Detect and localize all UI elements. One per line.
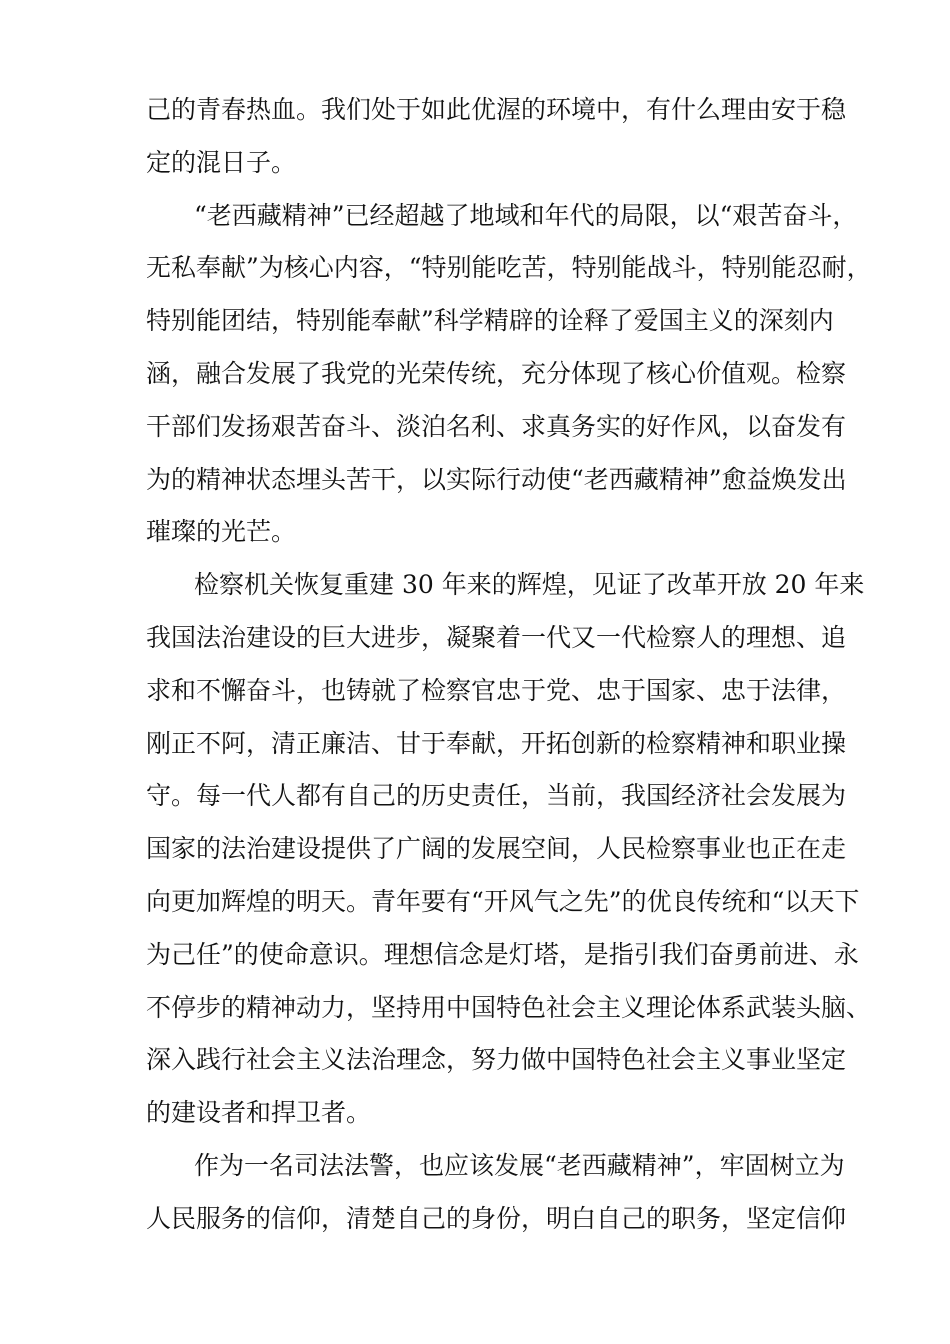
text-line: 定的混日子。	[146, 147, 297, 177]
text-line: 为的精神状态埋头苦干，以实际行动使“老西藏精神”愈益焕发出	[146, 464, 847, 494]
text-line: 涵，融合发展了我党的光荣传统，充分体现了核心价值观。检察	[146, 358, 847, 388]
text-line: 不停步的精神动力，坚持用中国特色社会主义理论体系武装头脑、	[146, 992, 872, 1022]
text-line: 求和不懈奋斗，也铸就了检察官忠于党、忠于国家、忠于法律，	[146, 675, 847, 705]
text-line: 干部们发扬艰苦奋斗、淡泊名利、求真务实的好作风，以奋发有	[146, 411, 847, 441]
text-line: 特别能团结，特别能奉献”科学精辟的诠释了爱国主义的深刻内	[146, 306, 834, 336]
text-line: 璀璨的光芒。	[146, 517, 297, 547]
document-body-text	[146, 88, 872, 1250]
paragraph-first-line: 作为一名司法法警，也应该发展“老西藏精神”，牢固树立为	[194, 1150, 845, 1180]
paragraph-first-line: 检察机关恢复重建 30 年来的辉煌，见证了改革开放 20 年来	[194, 570, 865, 600]
text-line: 国家的法治建设提供了广阔的发展空间，人民检察事业也正在走	[146, 834, 847, 864]
text-line: 深入践行社会主义法治理念，努力做中国特色社会主义事业坚定	[146, 1045, 847, 1075]
text-line: 为己任”的使命意识。理想信念是灯塔，是指引我们奋勇前进、永	[146, 939, 859, 969]
text-line: 我国法治建设的巨大进步，凝聚着一代又一代检察人的理想、追	[146, 622, 847, 652]
text-line: 人民服务的信仰，清楚自己的身份，明白自己的职务，坚定信仰	[146, 1203, 847, 1233]
text-line: 守。每一代人都有自己的历史责任，当前，我国经济社会发展为	[146, 781, 847, 811]
text-line: 刚正不阿，清正廉洁、甘于奉献，开拓创新的检察精神和职业操	[146, 728, 847, 758]
text-line: 向更加辉煌的明天。青年要有“开风气之先”的优良传统和“以天下	[146, 886, 860, 916]
paragraph-first-line: “老西藏精神”已经超越了地域和年代的局限，以“艰苦奋斗，	[194, 200, 858, 230]
text-line: 的建设者和捍卫者。	[146, 1098, 372, 1128]
text-line: 无私奉献”为核心内容，“特别能吃苦，特别能战斗，特别能忍耐，	[146, 253, 872, 283]
text-line: 己的青春热血。我们处于如此优渥的环境中，有什么理由安于稳	[146, 95, 847, 124]
